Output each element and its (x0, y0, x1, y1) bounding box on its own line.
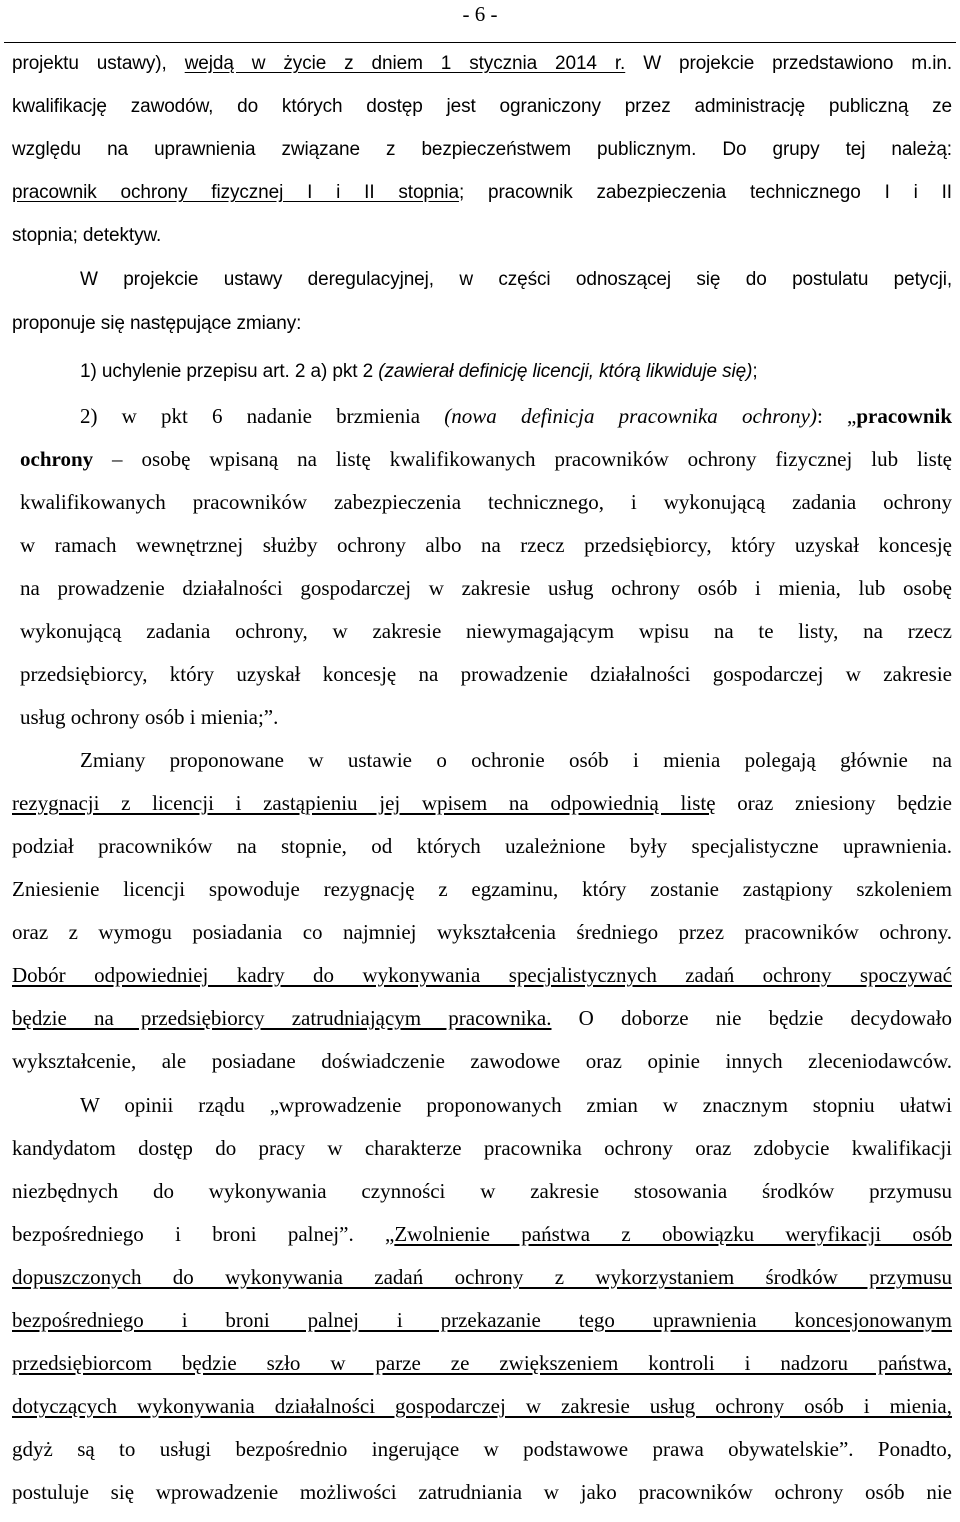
text-line (12, 309, 952, 339)
text-run: bezpośredniego i broni palnej i przekazanie tego uprawnienia koncesjonowanym (12, 1308, 952, 1332)
text-run: wykształcenie, ale posiadane doświadczenie zawodowe oraz opinie innych zleceniodawców. (12, 1049, 952, 1073)
text-line (12, 1348, 952, 1378)
text-run: Zmiany proponowane w ustawie o ochronie osób i mienia polegają głównie na (80, 748, 952, 772)
text-run: W opinii rządu „wprowadzenie proponowanych zmian w znacznym stopniu ułatwi (80, 1093, 952, 1117)
text-run: gdyż są to usługi bezpośrednio ingerujące w podstawowe prawa obywatelskie”. Ponadto, (12, 1437, 952, 1461)
text-run: W projekcie ustawy deregulacyjnej, w części odnoszącej się do postulatu petycji, (80, 269, 952, 290)
text-run: Dobór odpowiedniej kadry do wykonywania specjalistycznych zadań ochrony spoczywać (12, 963, 952, 987)
text-line (12, 1046, 952, 1076)
text-line (12, 1477, 952, 1507)
text-run: wykonującą zadania ochrony, w zakresie niewymagającym wpisu na te listy, na rzecz (20, 619, 952, 643)
text-line (12, 1176, 952, 1206)
text-line (12, 1133, 952, 1163)
text-line (12, 1391, 952, 1421)
text-run: 2) w pkt 6 nadanie brzmienia (80, 404, 445, 428)
text-run: O doborze nie będzie decydowało (551, 1006, 952, 1030)
text-line (12, 1305, 952, 1335)
text-run: ; (752, 361, 758, 382)
text-line (12, 1219, 952, 1249)
text-line (80, 401, 952, 431)
text-line (80, 265, 952, 295)
text-run: 1) uchylenie przepisu art. 2 a) pkt 2 (80, 361, 379, 382)
text-run: pracownik (856, 404, 953, 428)
text-run: pracownik ochrony fizycznej I i II stopnia (12, 182, 459, 203)
text-run: ; pracownik zabezpieczenia technicznego I i II (458, 182, 952, 203)
text-run: przedsiębiorcy, który uzyskał koncesję na prowadzenie działalności gospodarczej w zakresie (20, 662, 952, 686)
text-line (12, 178, 952, 208)
text-line (12, 788, 952, 818)
text-run: kandydatom dostęp do pracy w charakterze pracownika ochrony oraz zdobycie kwalifikacji (12, 1136, 952, 1160)
text-run: w ramach wewnętrznej służby ochrony albo na rzecz przedsiębiorcy, który uzyskał koncesję (20, 533, 952, 557)
text-line (12, 135, 952, 165)
text-run: względu na uprawnienia związane z bezpieczeństwem publicznym. Do grupy tej należą: (12, 139, 952, 160)
text-run: Zwolnienie państwa z obowiązku weryfikacji osób (394, 1222, 952, 1246)
text-line (20, 659, 952, 689)
text-run: – osobę wpisaną na listę kwalifikowanych pracowników ochrony fizycznej lub listę (93, 447, 952, 471)
text-run: oraz zniesiony będzie (715, 791, 952, 815)
text-run: usług ochrony osób i mienia;”. (20, 705, 279, 729)
text-line (80, 745, 952, 775)
page-number: - 6 - (462, 2, 498, 26)
text-run: (nowa definicja pracownika ochrony) (444, 404, 817, 428)
text-line (80, 357, 952, 387)
text-run: kwalifikowanych pracowników zabezpieczenia technicznego, i wykonującą zadania ochrony (20, 490, 952, 514)
text-line (12, 917, 952, 947)
text-line (12, 92, 952, 122)
text-line (12, 1434, 952, 1464)
top-rule (4, 42, 956, 43)
text-line (12, 831, 952, 861)
text-line (12, 960, 952, 990)
text-line (12, 49, 952, 79)
text-line (20, 702, 952, 732)
text-line (20, 573, 952, 603)
text-run: (zawierał definicję licencji, którą likwiduje się) (378, 361, 753, 382)
text-run: dopuszczonych do wykonywania zadań ochrony z wykorzystaniem środków przymusu (12, 1265, 952, 1289)
text-run: Zniesienie licencji spowoduje rezygnację z egzaminu, który zostanie zastąpiony szkoleniem (12, 877, 952, 901)
text-run: W projekcie przedstawiono m.in. (625, 53, 952, 74)
text-line (20, 616, 952, 646)
text-line (20, 530, 952, 560)
text-line (20, 444, 952, 474)
text-run: bezpośredniego i broni palnej”. „ (12, 1222, 395, 1246)
text-run: oraz z wymogu posiadania co najmniej wykształcenia średniego przez pracowników ochrony. (12, 920, 952, 944)
text-run: : „ (816, 404, 857, 428)
text-run: dotyczących wykonywania działalności gospodarczej w zakresie usług ochrony osób i mienia, (12, 1394, 952, 1418)
text-run: proponuje się następujące zmiany: (12, 313, 302, 334)
text-run: stopnia; detektyw. (12, 225, 162, 246)
text-run: rezygnacji z licencji i zastąpieniu jej wpisem na odpowiednią listę (12, 791, 716, 815)
text-line (12, 1003, 952, 1033)
text-run: wejdą w życie z dniem 1 stycznia 2014 r. (184, 53, 626, 74)
text-line (12, 221, 952, 251)
text-line (12, 1262, 952, 1292)
text-line (80, 1090, 952, 1120)
text-run: na prowadzenie działalności gospodarczej w zakresie usług ochrony osób i mienia, lub osobę (20, 576, 952, 600)
text-run: będzie na przedsiębiorcy zatrudniającym pracownika. (12, 1006, 552, 1030)
text-run: podział pracowników na stopnie, od których uzależnione były specjalistyczne uprawnienia. (12, 834, 952, 858)
text-run: ochrony (20, 447, 94, 471)
text-line (20, 487, 952, 517)
text-run: kwalifikację zawodów, do których dostęp jest ograniczony przez administrację publiczną ze (12, 96, 952, 117)
text-run: przedsiębiorcom będzie szło w parze ze zwiększeniem kontroli i nadzoru państwa, (12, 1351, 952, 1375)
text-run: niezbędnych do wykonywania czynności w zakresie stosowania środków przymusu (12, 1179, 952, 1203)
text-line (12, 874, 952, 904)
text-run: projektu ustawy), (12, 53, 185, 74)
text-run: postuluje się wprowadzenie możliwości zatrudniania w jako pracowników ochrony osób nie (12, 1480, 952, 1504)
